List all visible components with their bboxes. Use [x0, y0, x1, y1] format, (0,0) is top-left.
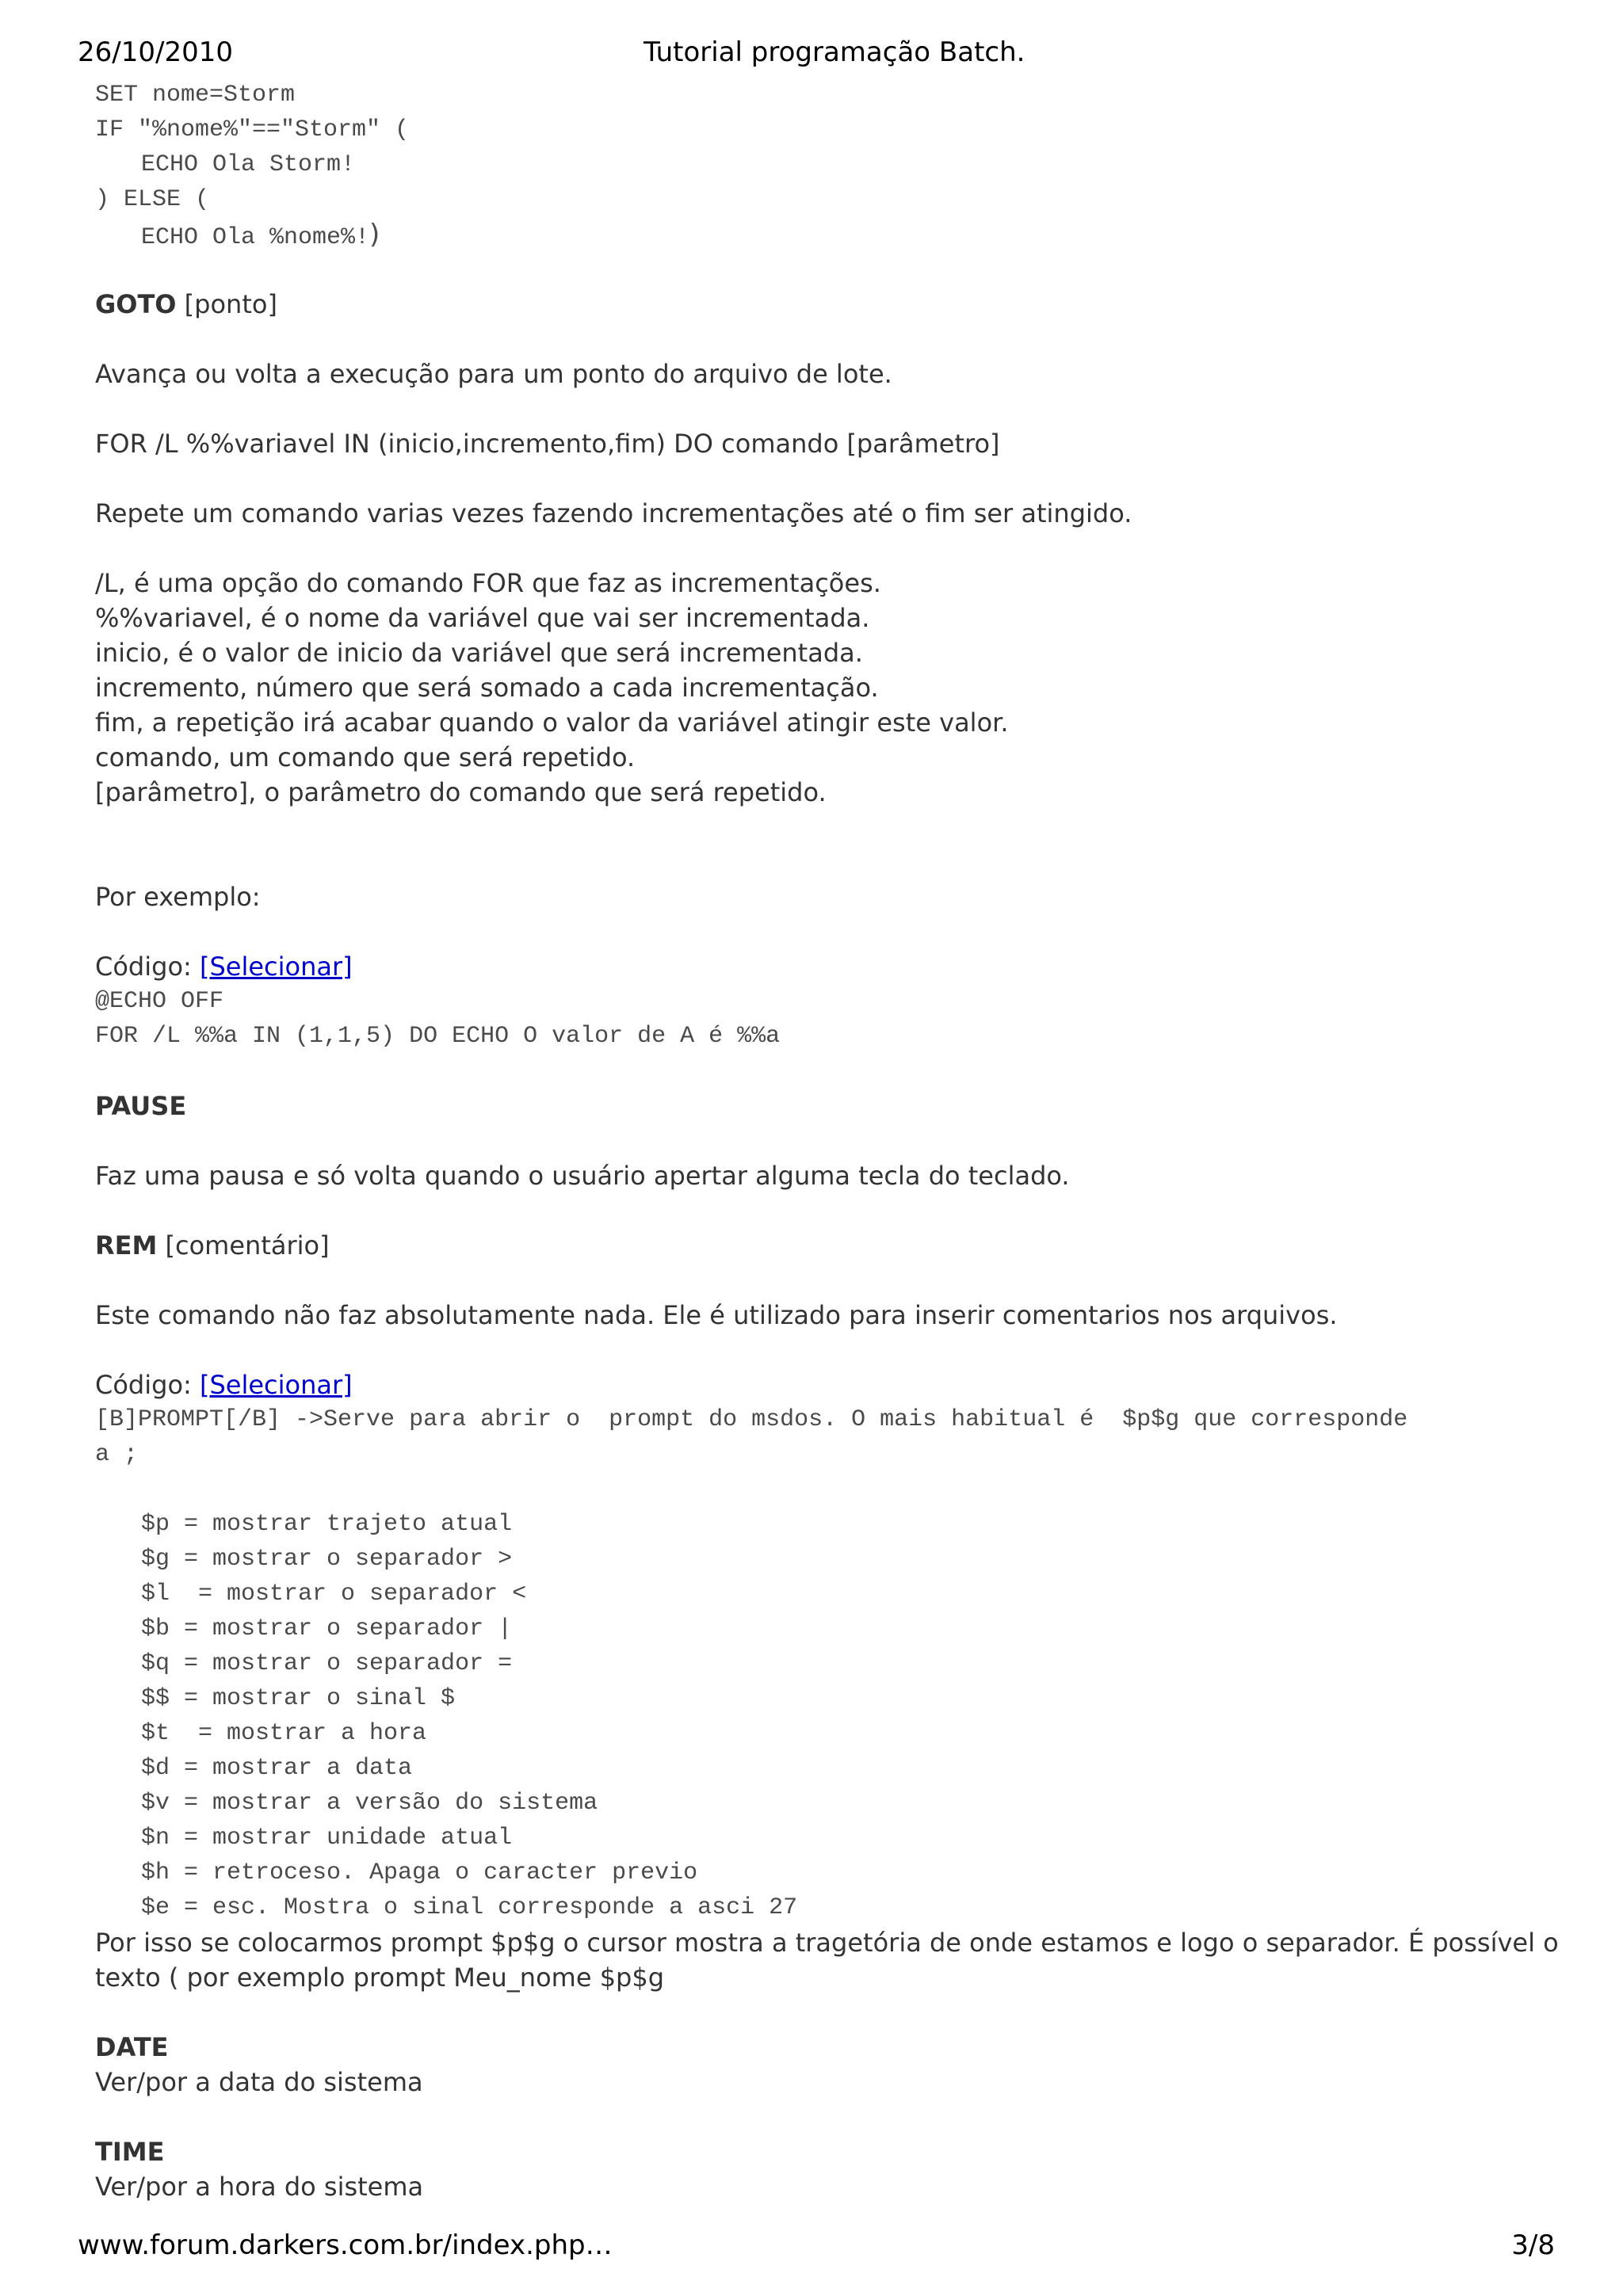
- code-line: FOR /L %%a IN (1,1,5) DO ECHO O valor de A é %%a: [95, 1023, 781, 1050]
- code-line: $p = mostrar trajeto atual: [141, 1511, 513, 1538]
- code-block-if-else: [95, 78, 1569, 252]
- goto-keyword: GOTO: [95, 289, 177, 319]
- closing-paren: ): [369, 219, 380, 250]
- for-syntax: FOR /L %%variavel IN (inicio,incremento,fim) DO comando [parâmetro]: [95, 429, 1000, 459]
- example-label: Por exemplo:: [95, 882, 261, 912]
- select-code-link[interactable]: [Selecionar]: [199, 1370, 353, 1400]
- code-line: $l = mostrar o separador <: [141, 1581, 527, 1608]
- prompt-explanation: texto ( por exemplo prompt Meu_nome $p$g: [95, 1962, 665, 1993]
- goto-syntax: [ponto]: [176, 289, 277, 319]
- rem-heading: [95, 1228, 1569, 1263]
- select-code-link[interactable]: [Selecionar]: [199, 952, 353, 982]
- for-parameter-list: [95, 566, 1569, 810]
- for-param: fim, a repetição irá acabar quando o valor da variável atingir este valor.: [95, 707, 1009, 738]
- time-description: Ver/por a hora do sistema: [95, 2172, 424, 2202]
- goto-description: Avança ou volta a execução para um ponto do arquivo de lote.: [95, 359, 892, 389]
- for-param: %%variavel, é o nome da variável que vai ser incrementada.: [95, 603, 870, 633]
- code-line: ) ELSE (: [95, 186, 210, 213]
- code-line: $d = mostrar a data: [141, 1755, 413, 1782]
- for-param: /L, é uma opção do comando FOR que faz as incrementações.: [95, 568, 881, 598]
- code-line: $g = mostrar o separador >: [141, 1546, 513, 1573]
- code-line: $q = mostrar o separador =: [141, 1650, 513, 1677]
- code-line: a ;: [95, 1441, 139, 1468]
- print-date: 26/10/2010: [78, 36, 233, 68]
- for-description: Repete um comando varias vezes fazendo incrementações até o fim ser atingido.: [95, 498, 1132, 528]
- rem-keyword: REM: [95, 1230, 158, 1261]
- code-label: [95, 1367, 1569, 1402]
- code-line: $b = mostrar o separador |: [141, 1615, 513, 1642]
- code-line: $t = mostrar a hora: [141, 1720, 427, 1747]
- for-param: comando, um comando que será repetido.: [95, 742, 636, 772]
- pause-description: Faz uma pausa e só volta quando o usuário apertar alguma tecla do teclado.: [95, 1161, 1070, 1191]
- time-keyword: TIME: [95, 2137, 165, 2167]
- code-block-for: [95, 984, 1569, 1054]
- code-line: $e = esc. Mostra o sinal corresponde a asci 27: [141, 1894, 798, 1921]
- date-description: Ver/por a data do sistema: [95, 2067, 423, 2097]
- date-keyword: DATE: [95, 2032, 169, 2062]
- code-block-prompt: [95, 1402, 1569, 1925]
- code-line: @ECHO OFF: [95, 988, 224, 1015]
- rem-syntax: [comentário]: [157, 1230, 330, 1261]
- rem-description: Este comando não faz absolutamente nada. Ele é utilizado para inserir comentarios nos arquivos.: [95, 1300, 1338, 1330]
- code-line: ECHO Ola Storm!: [141, 151, 356, 178]
- code-line: $v = mostrar a versão do sistema: [141, 1790, 598, 1817]
- code-line: $n = mostrar unidade atual: [141, 1825, 513, 1852]
- code-line: $h = retroceso. Apaga o caracter previo: [141, 1859, 698, 1886]
- code-label-text: Código:: [95, 952, 200, 982]
- page-number: 3/8: [1511, 2229, 1555, 2261]
- goto-heading: [95, 287, 1569, 322]
- code-label: [95, 949, 1569, 984]
- code-text: ECHO Ola %nome%!: [141, 224, 370, 251]
- for-param: [parâmetro], o parâmetro do comando que será repetido.: [95, 777, 827, 807]
- code-line: IF "%nome%"=="Storm" (: [95, 116, 410, 143]
- pause-keyword: PAUSE: [95, 1091, 187, 1121]
- code-label-text: Código:: [95, 1370, 200, 1400]
- code-line: [B]PROMPT[/B] ->Serve para abrir o prompt do msdos. O mais habitual é $p$g que corresponde: [95, 1406, 1408, 1433]
- prompt-explanation: Por isso se colocarmos prompt $p$g o cursor mostra a tragetória de onde estamos e logo o separador. É possível o: [95, 1928, 1559, 1958]
- code-line: $$ = mostrar o sinal $: [141, 1685, 456, 1712]
- print-title: Tutorial programação Batch.: [643, 36, 1025, 68]
- code-line: [95, 217, 1569, 252]
- for-param: incremento, número que será somado a cada incrementação.: [95, 673, 879, 703]
- print-url: www.forum.darkers.com.br/index.php…: [78, 2229, 613, 2261]
- for-param: inicio, é o valor de inicio da variável que será incrementada.: [95, 638, 863, 668]
- code-line: SET nome=Storm: [95, 82, 296, 109]
- code-line-blank: [95, 1472, 1569, 1507]
- document-body: [95, 78, 1569, 2204]
